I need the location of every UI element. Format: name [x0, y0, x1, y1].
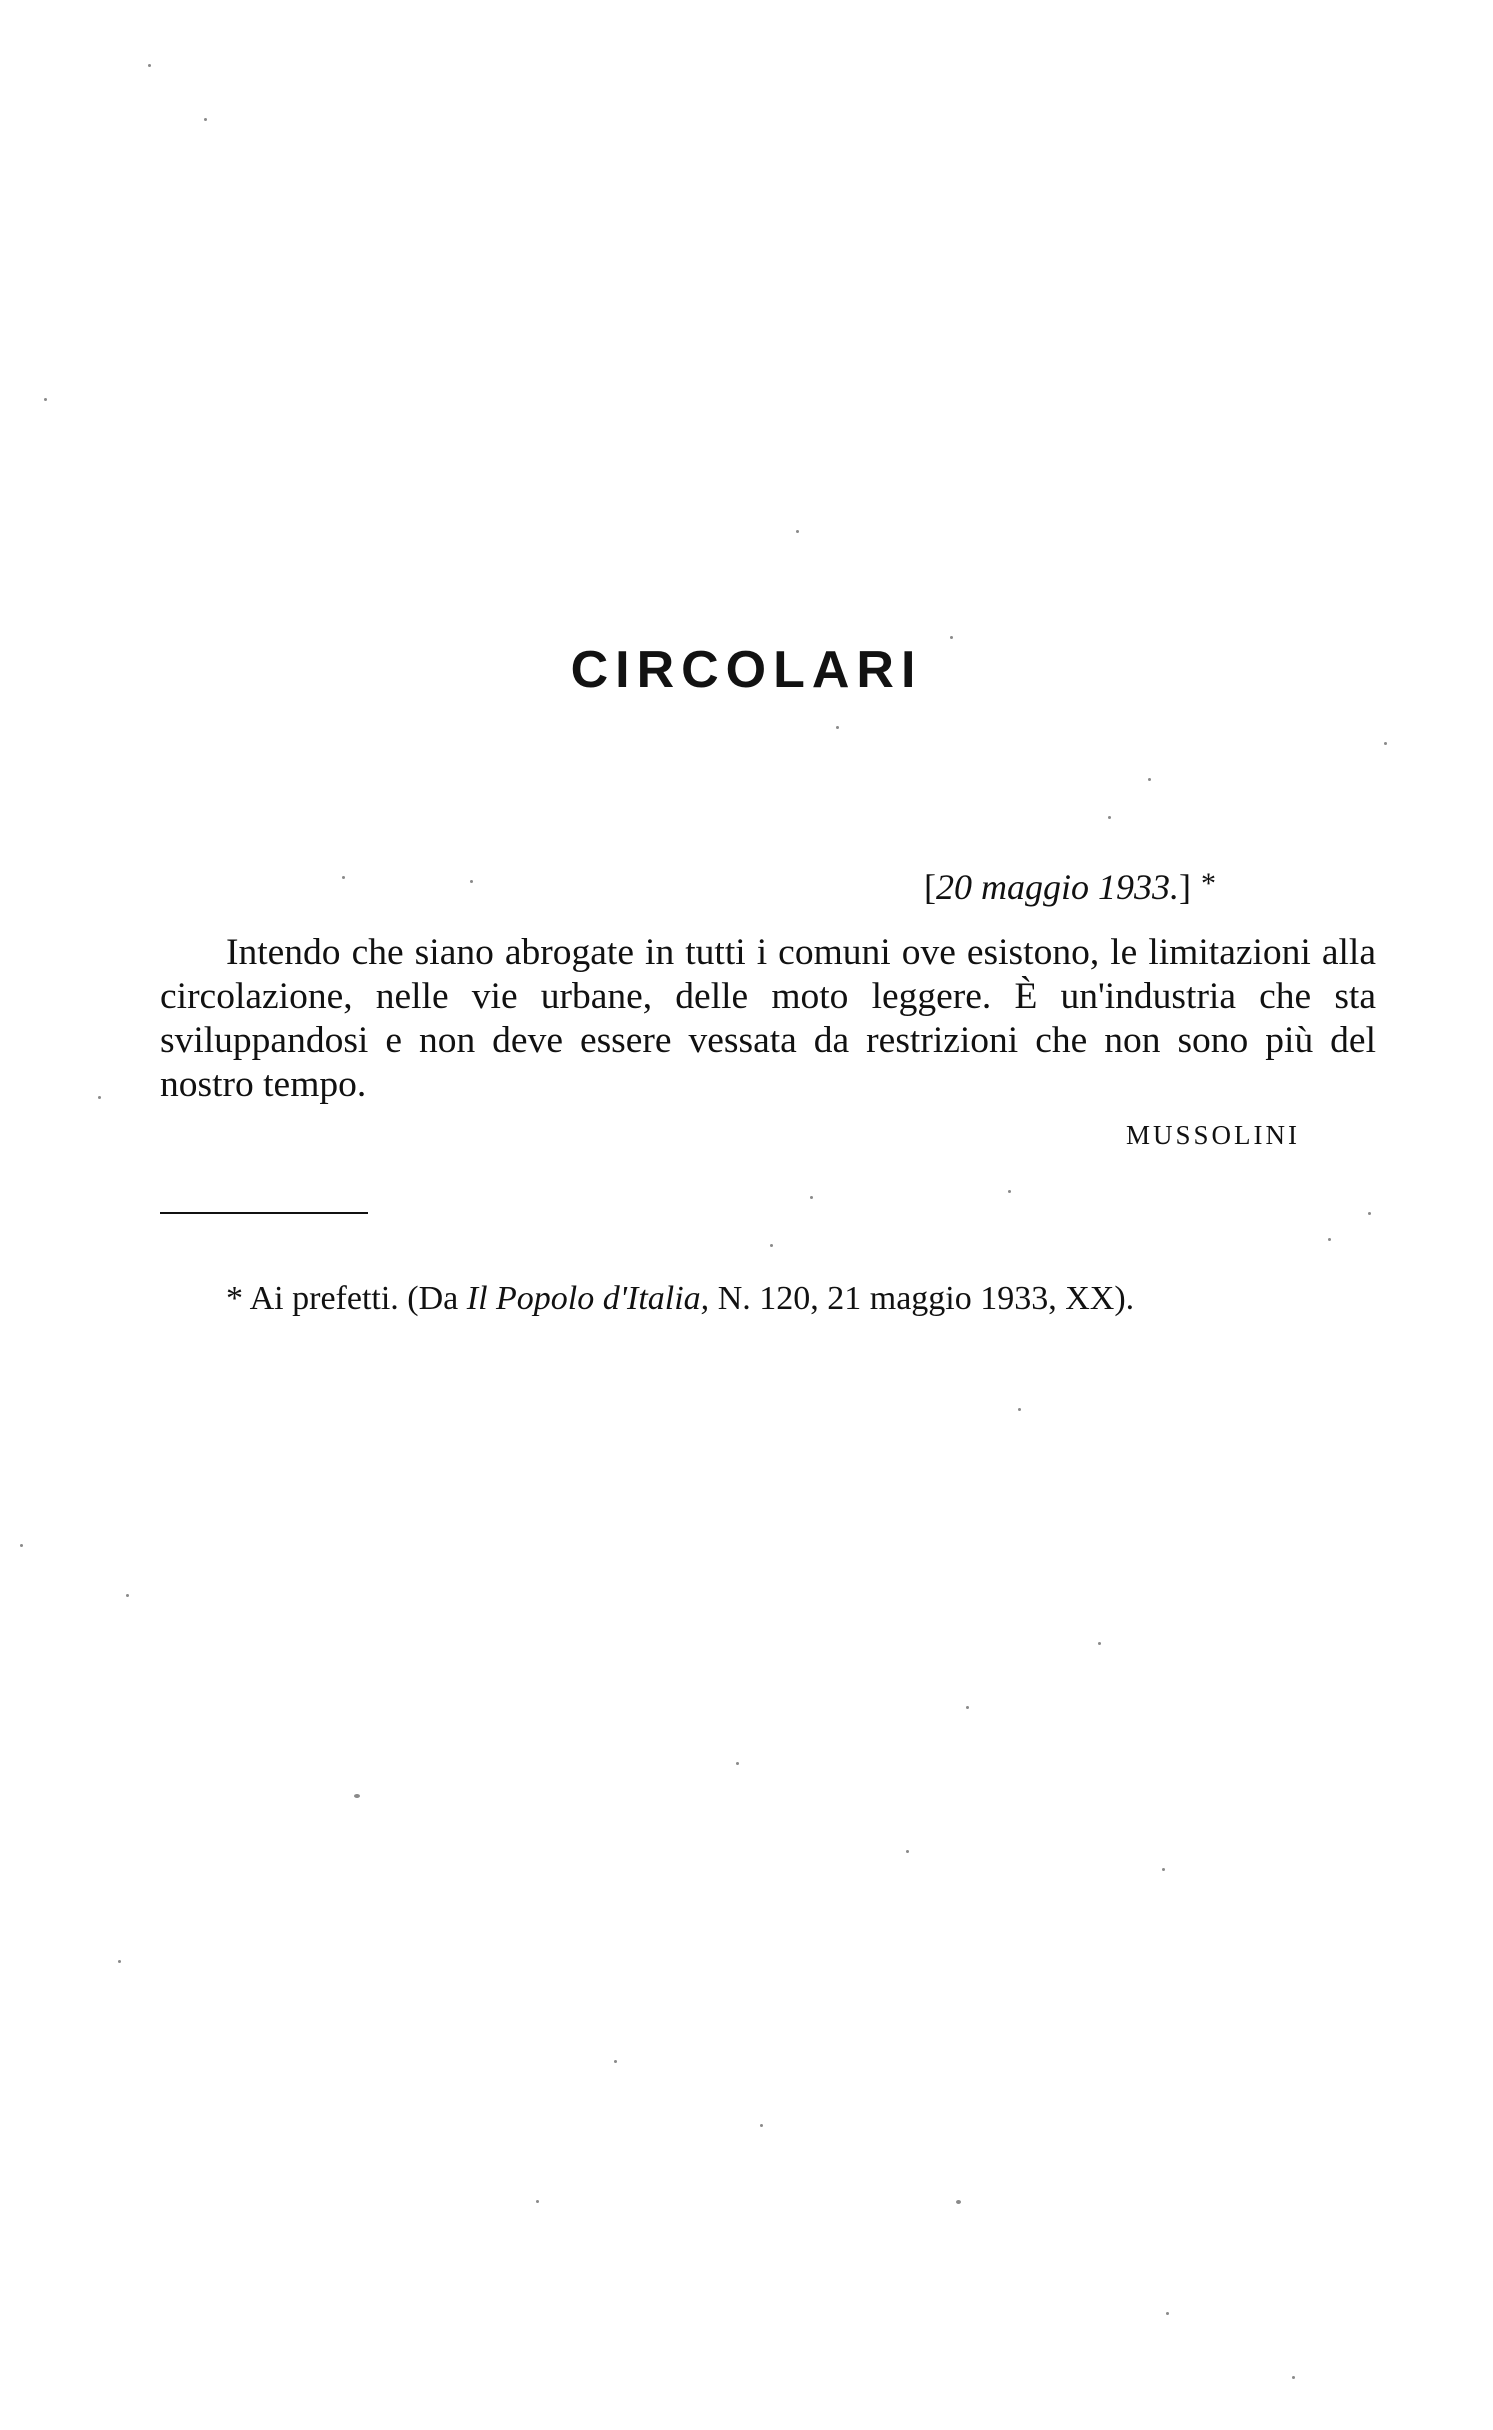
scan-speck [760, 2124, 763, 2127]
scan-speck [836, 726, 839, 729]
footnote-publication: Il Popolo d'Italia, [466, 1280, 710, 1317]
scan-speck [354, 1794, 360, 1798]
footnote-marker: * [1201, 867, 1216, 900]
scan-speck [1384, 742, 1387, 745]
scan-speck [1328, 1238, 1331, 1241]
scan-speck [796, 530, 799, 533]
dateline-date: 20 maggio 1933. [936, 867, 1179, 907]
dateline-close-bracket: ] [1179, 867, 1191, 907]
scan-speck [204, 118, 207, 121]
scan-speck [956, 2200, 961, 2204]
scan-speck [1108, 816, 1111, 819]
scan-speck [1162, 1868, 1165, 1871]
scan-speck [950, 636, 953, 639]
scan-speck [810, 1196, 813, 1199]
scan-speck [1148, 778, 1151, 781]
signature: MUSSOLINI [1126, 1120, 1301, 1150]
body-paragraph: Intendo che siano abrogate in tutti i comuni ove esistono, le limitazioni alla circolazione, nelle vie urbane, delle moto leggere. È un'industria che sta sviluppandosi e non deve essere vessata da restrizioni che non sono più del nostro tempo. [160, 932, 1376, 1105]
scan-speck [20, 1544, 23, 1547]
footnote-rule [160, 1212, 368, 1214]
scan-speck [126, 1594, 129, 1597]
footnote-suffix: N. 120, 21 maggio 1933, XX). [709, 1280, 1135, 1317]
scan-speck [1166, 2312, 1169, 2315]
scan-speck [614, 2060, 617, 2063]
scan-speck [536, 2200, 539, 2203]
scan-speck [118, 1960, 121, 1963]
dateline-open-bracket: [ [924, 867, 936, 907]
footnote [226, 1280, 1134, 1318]
scan-speck [1098, 1642, 1101, 1645]
scan-speck [342, 876, 345, 879]
scan-speck [1368, 1212, 1371, 1215]
scan-speck [1292, 2376, 1295, 2379]
scan-speck [906, 1850, 909, 1853]
scan-speck [470, 880, 473, 883]
scan-speck [1008, 1190, 1011, 1193]
scan-speck [1018, 1408, 1021, 1411]
scan-speck [148, 64, 151, 67]
scan-speck [98, 1096, 101, 1099]
footnote-prefix: * Ai prefetti. (Da [226, 1280, 467, 1317]
scan-speck [44, 398, 47, 401]
scan-speck [770, 1244, 773, 1247]
scan-speck [966, 1706, 969, 1709]
scan-speck [736, 1762, 739, 1765]
dateline [924, 866, 1216, 908]
section-heading: CIRCOLARI [570, 641, 923, 699]
